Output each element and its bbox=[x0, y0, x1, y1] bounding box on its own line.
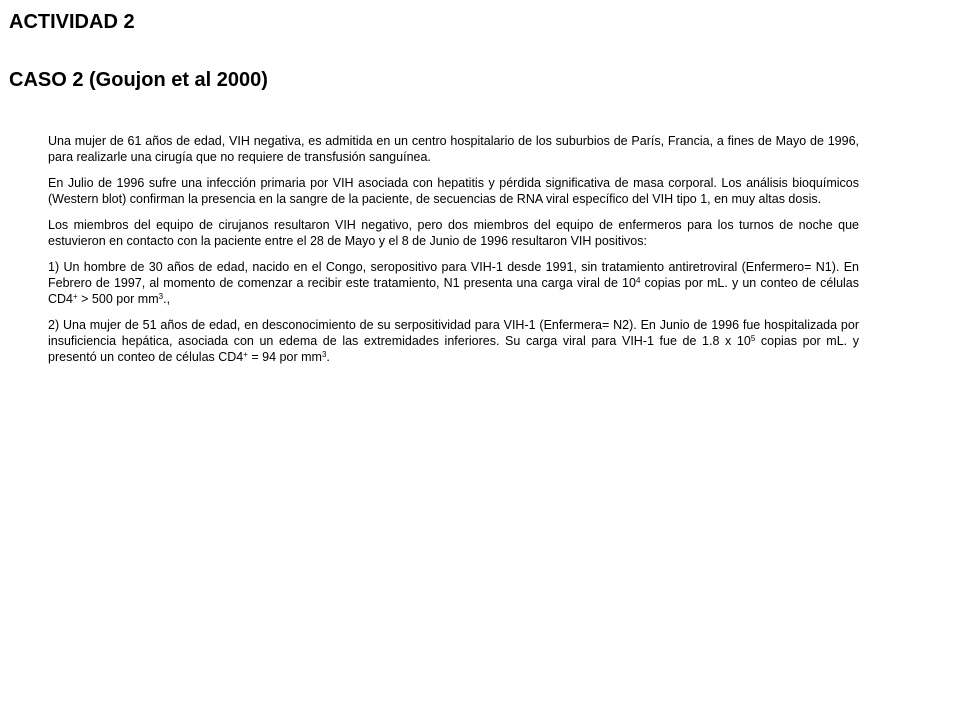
paragraph-nurse-n1 bbox=[48, 259, 859, 307]
n2-text-c: = 94 por mm bbox=[247, 350, 322, 364]
n1-exponent-viral-load: 4 bbox=[635, 276, 641, 285]
n2-exponent-viral-load: 5 bbox=[750, 334, 756, 343]
n1-text-b: copias por mL. y un conteo de células CD4 bbox=[48, 276, 859, 306]
n1-text-a: 1) Un hombre de 30 años de edad, nacido en el Congo, seropositivo para VIH-1 desde 1991, sin tratamiento antiretroviral (Enfermero= N1). En Febrero de 1997, al momento de comenzar a recibir este tratamiento, N1 presenta una carga viral de 10 bbox=[48, 260, 859, 290]
n1-text-c: > 500 por mm bbox=[77, 292, 159, 306]
n1-cd4-plus: + bbox=[73, 292, 78, 301]
paragraph-nurse-n2 bbox=[48, 317, 859, 365]
n2-mm-cubed: 3 bbox=[321, 350, 327, 359]
n1-text-d: ., bbox=[163, 292, 171, 306]
n1-mm-cubed: 3 bbox=[158, 292, 164, 301]
paragraph-patient: Una mujer de 61 años de edad, VIH negativa, es admitida en un centro hospitalario de los suburbios de París, Francia, a fines de Mayo de 1996, para realizarle una cirugía que no requiere de transfusión sanguínea. bbox=[48, 134, 859, 164]
n2-text-b: copias por mL. y presentó un conteo de células CD4 bbox=[48, 334, 859, 364]
paragraph-infection: En Julio de 1996 sufre una infección primaria por VIH asociada con hepatitis y pérdida significativa de masa corporal. Los análisis bioquímicos (Western blot) confirman la presencia en la sangre de la paciente, de secuencias de RNA viral específico del VIH tipo 1, en muy altas dosis. bbox=[48, 176, 859, 206]
case-title: CASO 2 (Goujon et al 2000) bbox=[9, 69, 268, 91]
page-title: ACTIVIDAD 2 bbox=[9, 11, 135, 33]
n2-text-d: . bbox=[326, 350, 330, 364]
n2-text-a: 2) Una mujer de 51 años de edad, en desconocimiento de su serpositividad para VIH-1 (Enfermera= N2). En Junio de 1996 fue hospitalizada por insuficiencia hepática, asociada con un edema de las extremidades inferiores. Su carga viral para VIH-1 fue de 1.8 x 10 bbox=[48, 318, 859, 348]
case-description bbox=[48, 133, 859, 375]
paragraph-staff: Los miembros del equipo de cirujanos resultaron VIH negativo, pero dos miembros del equipo de enfermeros para los turnos de noche que estuvieron en contacto con la paciente entre el 28 de Mayo y el 8 de Junio de 1996 resultaron VIH positivos: bbox=[48, 218, 859, 248]
n2-cd4-plus: + bbox=[243, 350, 248, 359]
